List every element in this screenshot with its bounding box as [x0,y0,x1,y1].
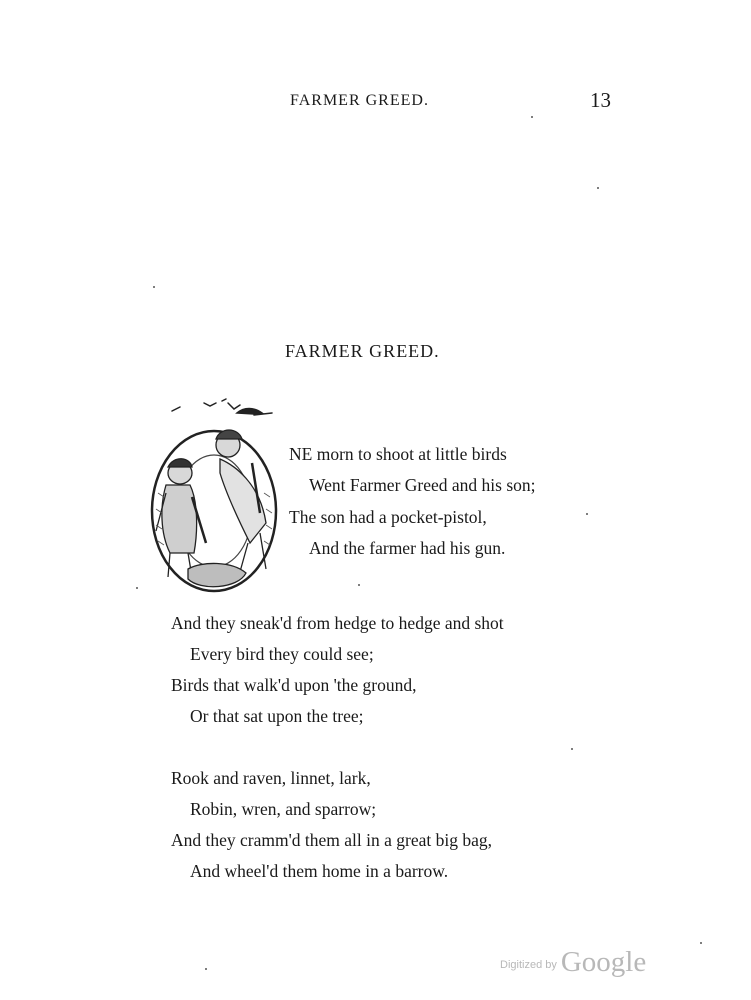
scan-speck [531,116,533,118]
scan-speck [586,513,588,515]
poem-line: The son had a pocket-pistol, [289,507,487,527]
scan-speck [205,968,207,970]
poem-line: Every bird they could see; [190,644,374,664]
poem-line: Went Farmer Greed and his son; [309,475,536,495]
poem-line: Rook and raven, linnet, lark, [171,768,371,788]
poem-line: And they cramm'd them all in a great big bag, [171,830,492,850]
scan-speck [358,584,360,586]
scan-speck [700,942,702,944]
watermark-prefix: Digitized by [500,959,557,971]
scan-speck [571,748,573,750]
poem-line: And wheel'd them home in a barrow. [190,861,449,881]
drop-cap-illustration [142,393,286,603]
poem-line: Or that sat upon the tree; [190,706,364,726]
poem-line: And they sneak'd from hedge to hedge and shot [171,613,504,633]
poem-line: And the farmer had his gun. [309,538,506,558]
game-bag-illustration [188,563,246,586]
scan-speck [153,286,155,288]
watermark-brand-logo: Google [560,946,647,978]
poem-line: NE morn to shoot at little birds [289,444,507,464]
poem-line: Robin, wren, and sparrow; [190,799,377,819]
scan-speck [136,587,138,589]
scan-speck [597,187,599,189]
poem-line: Birds that walk'd upon 'the ground, [171,675,417,695]
son-figure [216,430,266,579]
birds-illustration [172,399,272,415]
poem-title: FARMER GREED. [285,341,440,361]
digitized-watermark [500,946,646,979]
page-number: 13 [590,88,611,112]
running-head-title: FARMER GREED. [290,92,429,109]
